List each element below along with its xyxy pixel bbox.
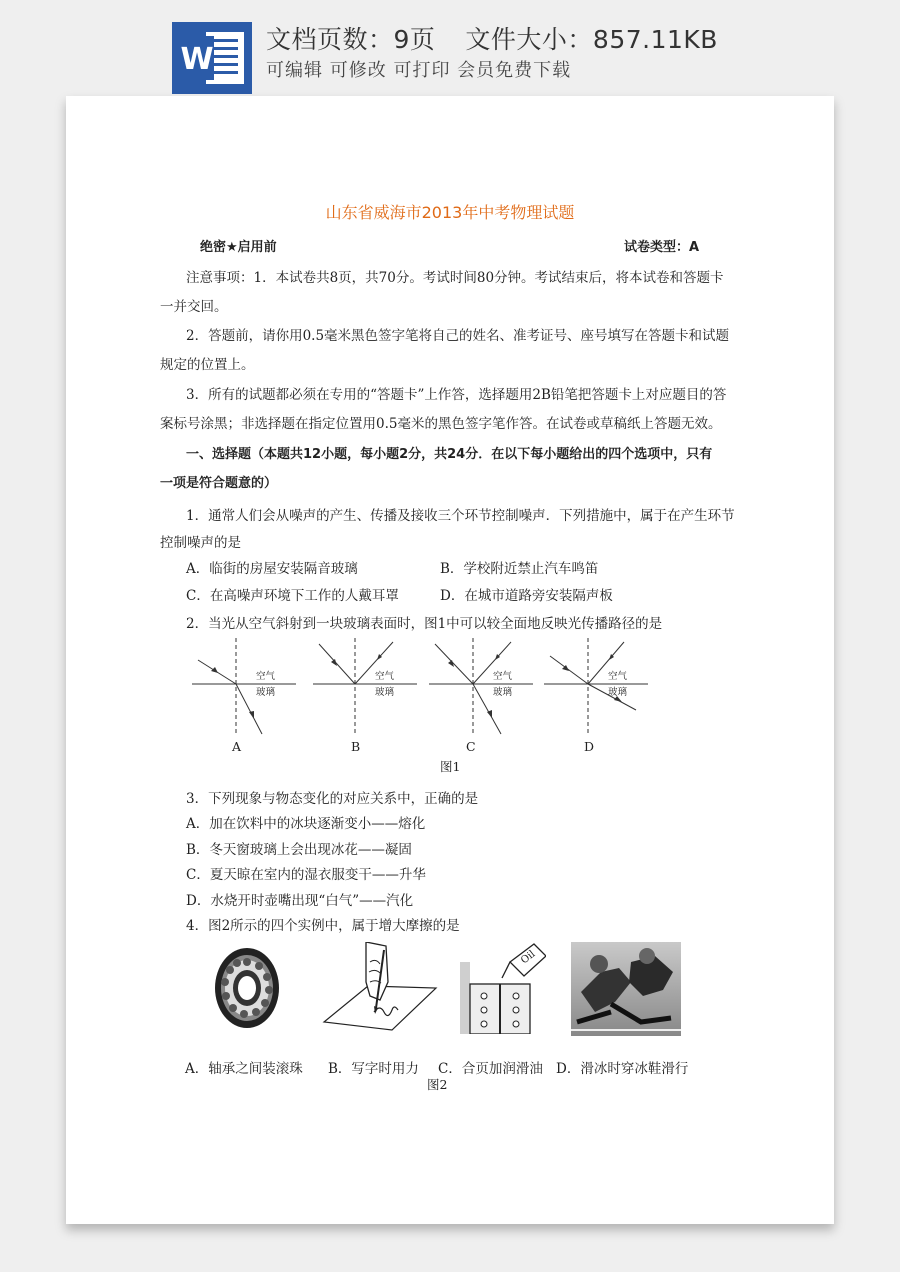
feature-list: 可编辑 可修改 可打印 会员免费下载 bbox=[266, 60, 572, 81]
notes-line: 案标号涂黑；非选择题在指定位置用0.5毫米的黑色签字笔作答。在试卷或草稿纸上答题无效。 bbox=[160, 416, 722, 432]
figure-1-caption: 图1 bbox=[440, 759, 461, 774]
notes-line: 2．答题前，请你用0.5毫米黑色签字笔将自己的姓名、准考证号、座号填写在答题卡和试题 bbox=[186, 328, 730, 344]
paper-type: 试卷类型：A bbox=[624, 240, 700, 255]
q1-option-d: D．在城市道路旁安装隔声板 bbox=[440, 588, 613, 604]
hinge-oil-picture bbox=[454, 942, 546, 1038]
skating-picture bbox=[571, 942, 681, 1040]
q1-option-a: A．临街的房屋安装隔音玻璃 bbox=[186, 561, 358, 577]
notes-line: 3．所有的试题都必须在专用的“答题卡”上作答，选择题用2B铅笔把答题卡上对应题目的答 bbox=[186, 387, 727, 403]
question-1-stem: 控制噪声的是 bbox=[160, 535, 241, 551]
secret-label: 绝密★启用前 bbox=[200, 240, 277, 255]
question-2-stem: 2．当光从空气斜射到一块玻璃表面时，图1中可以较全面地反映光传播路径的是 bbox=[186, 616, 663, 632]
q3-option-d: D．水烧开时壶嘴出现“白气”——汽化 bbox=[186, 893, 414, 909]
section-heading: 一、选择题（本题共12小题，每小题2分，共24分．在以下每小题给出的四个选项中，只有 bbox=[186, 447, 713, 462]
q3-option-c: C．夏天晾在室内的湿衣服变干——升华 bbox=[186, 867, 426, 883]
figure-1-label-a: A bbox=[232, 739, 242, 754]
glass-label: 玻璃 bbox=[375, 687, 395, 698]
q3-option-a: A．加在饮料中的冰块逐渐变小——熔化 bbox=[186, 816, 426, 832]
q1-option-b: B．学校附近禁止汽车鸣笛 bbox=[440, 561, 599, 577]
figure-1-label-c: C bbox=[466, 739, 476, 754]
q4-option-b: B．写字时用力 bbox=[328, 1061, 419, 1077]
notes-line: 注意事项：1．本试卷共8页，共70分。考试时间80分钟。考试结束后，将本试卷和答题卡 bbox=[186, 270, 724, 286]
notes-line: 规定的位置上。 bbox=[160, 357, 255, 373]
section-heading: 一项是符合题意的） bbox=[160, 476, 278, 491]
air-label: 空气 bbox=[493, 671, 513, 682]
q3-option-b: B．冬天窗玻璃上会出现冰花——凝固 bbox=[186, 842, 412, 858]
glass-label: 玻璃 bbox=[608, 687, 628, 698]
file-size: 文件大小：857.11KB bbox=[465, 25, 718, 54]
q4-option-c: C．合页加润滑油 bbox=[438, 1061, 543, 1077]
q4-option-d: D．滑冰时穿冰鞋滑行 bbox=[556, 1061, 689, 1077]
question-4-stem: 4．图2所示的四个实例中，属于增大摩擦的是 bbox=[186, 918, 460, 934]
figure-1-diagram-c bbox=[429, 636, 533, 736]
glass-label: 玻璃 bbox=[256, 687, 276, 698]
page-title: 山东省威海市2013年中考物理试题 bbox=[325, 203, 575, 222]
figure-1-label-d: D bbox=[584, 739, 595, 754]
word-doc-icon bbox=[172, 22, 252, 94]
air-label: 空气 bbox=[375, 671, 395, 682]
figure-2-caption: 图2 bbox=[427, 1077, 448, 1092]
question-3-stem: 3．下列现象与物态变化的对应关系中，正确的是 bbox=[186, 791, 479, 807]
figure-1-diagram-b bbox=[313, 636, 417, 736]
svg-text:Oil: Oil bbox=[519, 948, 538, 967]
air-label: 空气 bbox=[608, 671, 628, 682]
svg-text:W: W bbox=[180, 42, 214, 77]
notes-line: 一并交回。 bbox=[160, 299, 228, 315]
figure-1-diagram-d bbox=[544, 636, 648, 736]
q1-option-c: C．在高噪声环境下工作的人戴耳罩 bbox=[186, 588, 399, 604]
glass-label: 玻璃 bbox=[493, 687, 513, 698]
question-1-stem: 1．通常人们会从噪声的产生、传播及接收三个环节控制噪声．下列措施中，属于在产生环节 bbox=[186, 508, 735, 524]
air-label: 空气 bbox=[256, 671, 276, 682]
document-page bbox=[66, 96, 834, 1224]
figure-1-diagram-a bbox=[192, 636, 296, 736]
q4-option-a: A．轴承之间装滚珠 bbox=[185, 1061, 303, 1077]
document-info-header bbox=[0, 0, 900, 96]
page-count: 文档页数：9页 bbox=[266, 25, 436, 54]
figure-1-label-b: B bbox=[351, 739, 361, 754]
bearing-picture bbox=[211, 944, 283, 1036]
file-meta bbox=[266, 20, 718, 56]
writing-picture bbox=[322, 942, 438, 1036]
